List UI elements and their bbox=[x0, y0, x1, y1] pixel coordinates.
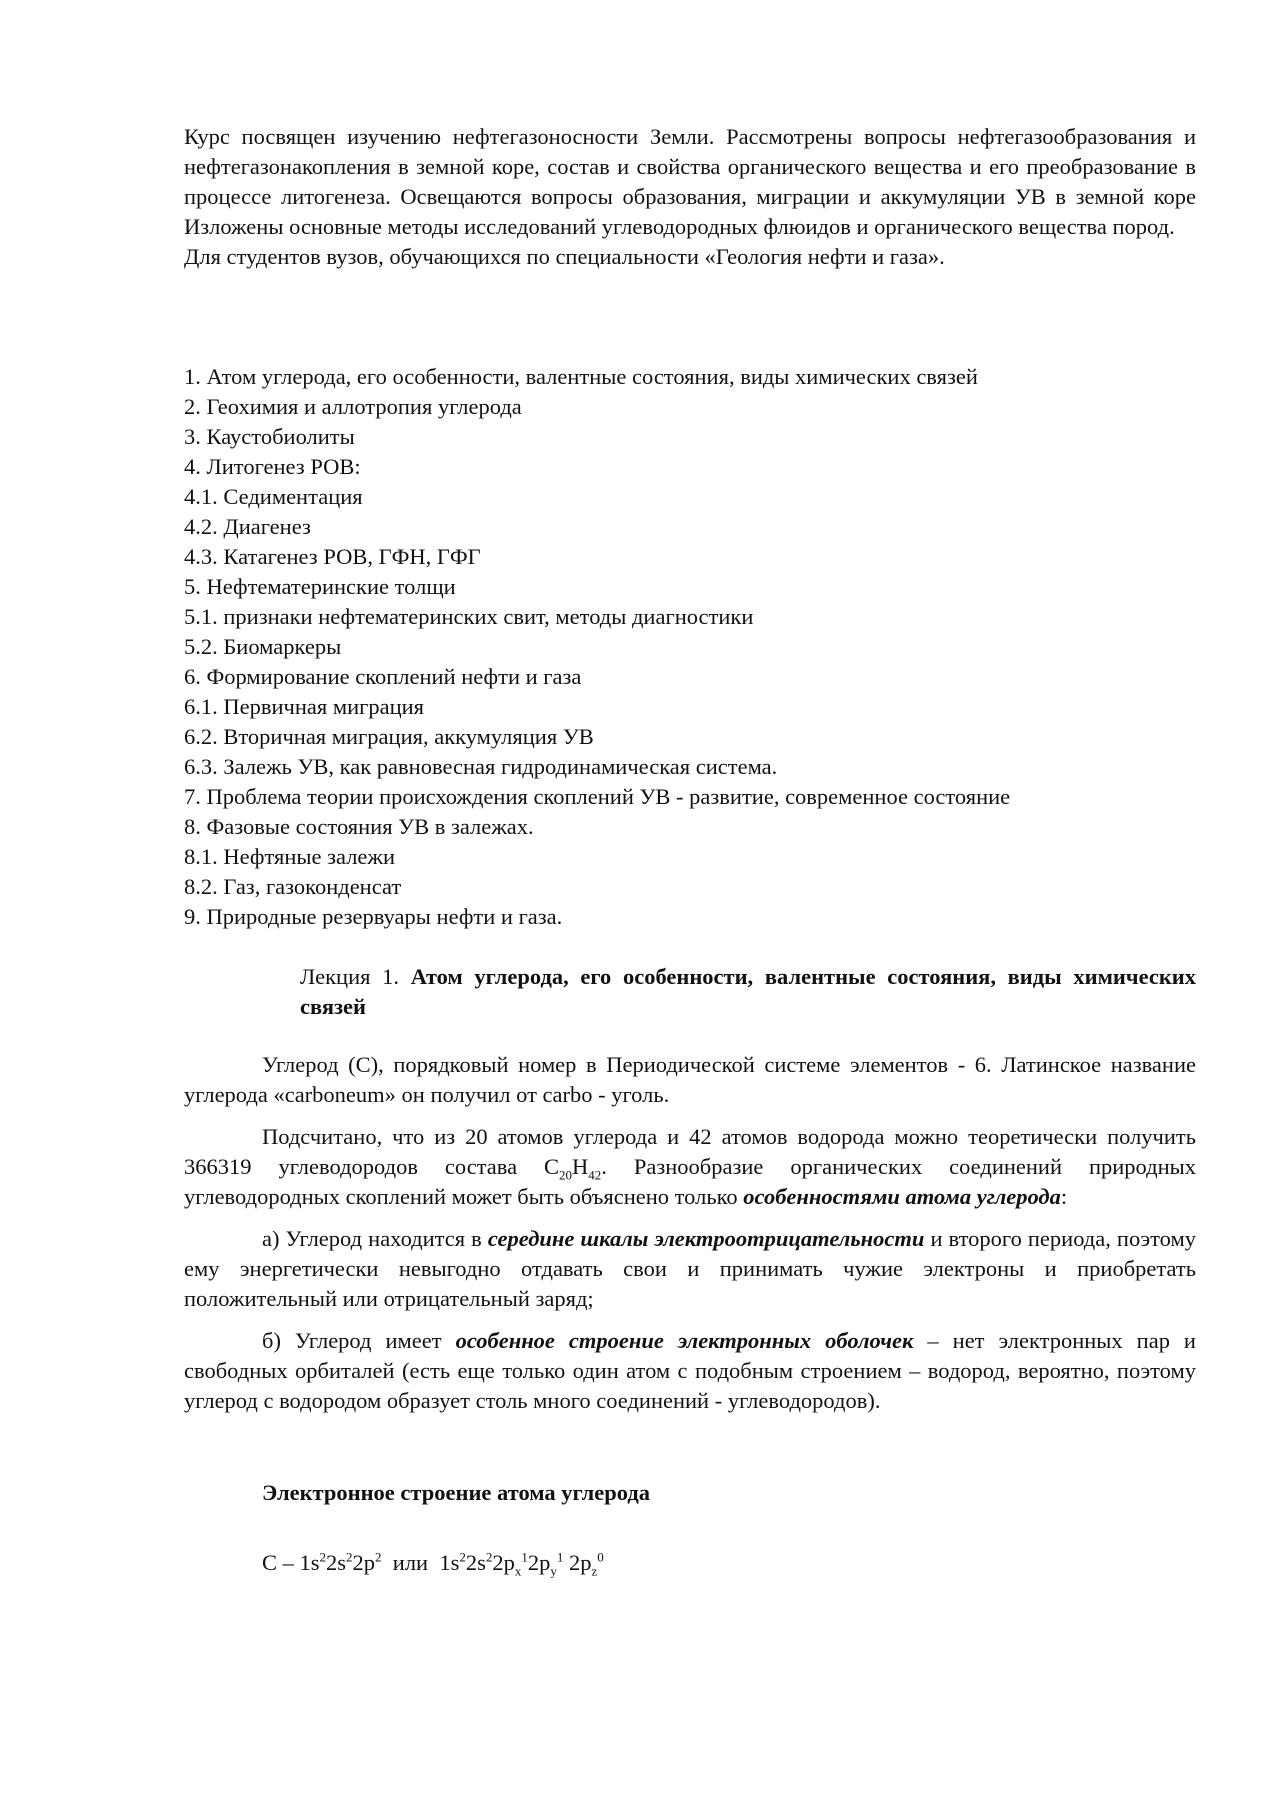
subscript: z bbox=[591, 1563, 598, 1579]
superscript: 2 bbox=[485, 1549, 493, 1565]
toc-item: 6.2. Вторичная миграция, аккумуляция УВ bbox=[184, 724, 594, 749]
superscript: 2 bbox=[319, 1549, 327, 1565]
text-run: Н bbox=[572, 1154, 589, 1179]
formula-text: 2s bbox=[326, 1550, 347, 1575]
formula-text: или 1s bbox=[381, 1550, 460, 1575]
section-heading: Электронное строение атома углерода bbox=[262, 1480, 650, 1505]
subscript: 20 bbox=[559, 1167, 573, 1183]
subscript: 42 bbox=[588, 1167, 602, 1183]
formula-text: 2s bbox=[465, 1550, 486, 1575]
subscript: y bbox=[550, 1563, 557, 1579]
toc-item: 6.1. Первичная миграция bbox=[184, 694, 425, 719]
toc-item: 6.3. Залежь УВ, как равновесная гидродинамическая система. bbox=[184, 754, 778, 779]
toc-item: 5.1. признаки нефтематеринских свит, методы диагностики bbox=[184, 604, 754, 629]
text-run: и второго периода, поэтому ему энергетически невыгодно отдавать свои и принимать чужие электроны и приобретать положительный или отрицательный заряд; bbox=[184, 1226, 1196, 1311]
toc-item: 4. Литогенез РОВ: bbox=[184, 454, 361, 479]
lecture-title: Атом углерода, его особенности, валентные состояния, виды химических связей bbox=[300, 964, 1197, 1019]
toc-item: 9. Природные резервуары нефти и газа. bbox=[184, 904, 563, 929]
emphasis: особенностями атома углерода bbox=[743, 1184, 1061, 1209]
text-run: : bbox=[1060, 1184, 1068, 1209]
formula-text: 2p bbox=[352, 1550, 376, 1575]
toc-item: 6. Формирование скоплений нефти и газа bbox=[184, 664, 582, 689]
intro-paragraph: Курс посвящен изучению нефтегазоносности Земли. Рассмотрены вопросы нефтегазообразования и нефтегазонакопления в земной коре, состав и свойства органического вещества и его преобразование в процессе литогенеза. Освещаются вопросы образования, миграции и аккумуляции УВ в земной коре Изложены основные методы исследований углеводородных флюидов и органического вещества пород. bbox=[184, 124, 1196, 239]
superscript: 0 bbox=[597, 1549, 604, 1565]
paragraph-hydrocarbons-count bbox=[184, 1122, 1196, 1212]
intro-audience: Для студентов вузов, обучающихся по специальности «Геология нефти и газа». bbox=[184, 244, 945, 269]
toc-item: 3. Каустобиолиты bbox=[184, 424, 355, 449]
text-run: . Разнообразие органических соединений природных углеводородных скоплений может быть объяснено только bbox=[184, 1154, 1196, 1209]
toc-item: 5. Нефтематеринские толщи bbox=[184, 574, 456, 599]
formula-text: 2p bbox=[492, 1550, 515, 1575]
emphasis: особенное строение электронных оболочек bbox=[455, 1328, 914, 1353]
paragraph-carbon-intro: Углерод (С), порядковый номер в Периодической системе элементов - 6. Латинское название углерода «carboneum» он получил от carbo - уголь. bbox=[184, 1052, 1196, 1107]
toc-item: 4.1. Седиментация bbox=[184, 484, 363, 509]
toc-item: 8.2. Газ, газоконденсат bbox=[184, 874, 402, 899]
toc-item: 4.3. Катагенез РОВ, ГФН, ГФГ bbox=[184, 544, 481, 569]
superscript: 1 bbox=[556, 1549, 564, 1565]
superscript: 2 bbox=[459, 1549, 466, 1565]
document-page bbox=[184, 122, 1196, 1578]
text-run: – нет электронных пар и свободных орбиталей (есть еще только один атом с подобным строением – водород, вероятно, поэтому углерод с водородом образует столь много соединений - углеводородов). bbox=[184, 1328, 1196, 1413]
toc-item: 2. Геохимия и аллотропия углерода bbox=[184, 394, 522, 419]
lecture-label: Лекция 1. bbox=[300, 964, 400, 989]
formula-text: 2p bbox=[527, 1550, 551, 1575]
formula-text: С – 1s bbox=[262, 1550, 320, 1575]
superscript: 1 bbox=[521, 1549, 528, 1565]
text-run: а) Углерод находится в bbox=[262, 1226, 488, 1251]
toc-item: 1. Атом углерода, его особенности, валентные состояния, виды химических связей bbox=[184, 364, 978, 389]
table-of-contents bbox=[184, 362, 1196, 932]
superscript: 2 bbox=[346, 1549, 353, 1565]
superscript: 2 bbox=[375, 1549, 382, 1565]
formula-text: 2p bbox=[563, 1550, 592, 1575]
toc-item: 5.2. Биомаркеры bbox=[184, 634, 342, 659]
toc-item: 7. Проблема теории происхождения скоплений УВ - развитие, современное состояние bbox=[184, 784, 1011, 809]
text-run: б) Углерод имеет bbox=[262, 1328, 456, 1353]
paragraph-point-a bbox=[184, 1224, 1196, 1314]
lecture-heading bbox=[300, 962, 1196, 1022]
subscript: x bbox=[514, 1563, 522, 1579]
electron-configuration-formula bbox=[262, 1548, 1196, 1578]
paragraph-point-b bbox=[184, 1326, 1196, 1416]
text-run: Подсчитано, что из 20 атомов углерода и 42 атомов водорода можно теоретически получить 366319 углеводородов состава С bbox=[184, 1124, 1196, 1179]
toc-item: 8. Фазовые состояния УВ в залежах. bbox=[184, 814, 534, 839]
emphasis: середине шкалы электроотрицательности bbox=[487, 1226, 925, 1251]
toc-item: 4.2. Диагенез bbox=[184, 514, 311, 539]
toc-item: 8.1. Нефтяные залежи bbox=[184, 844, 395, 869]
